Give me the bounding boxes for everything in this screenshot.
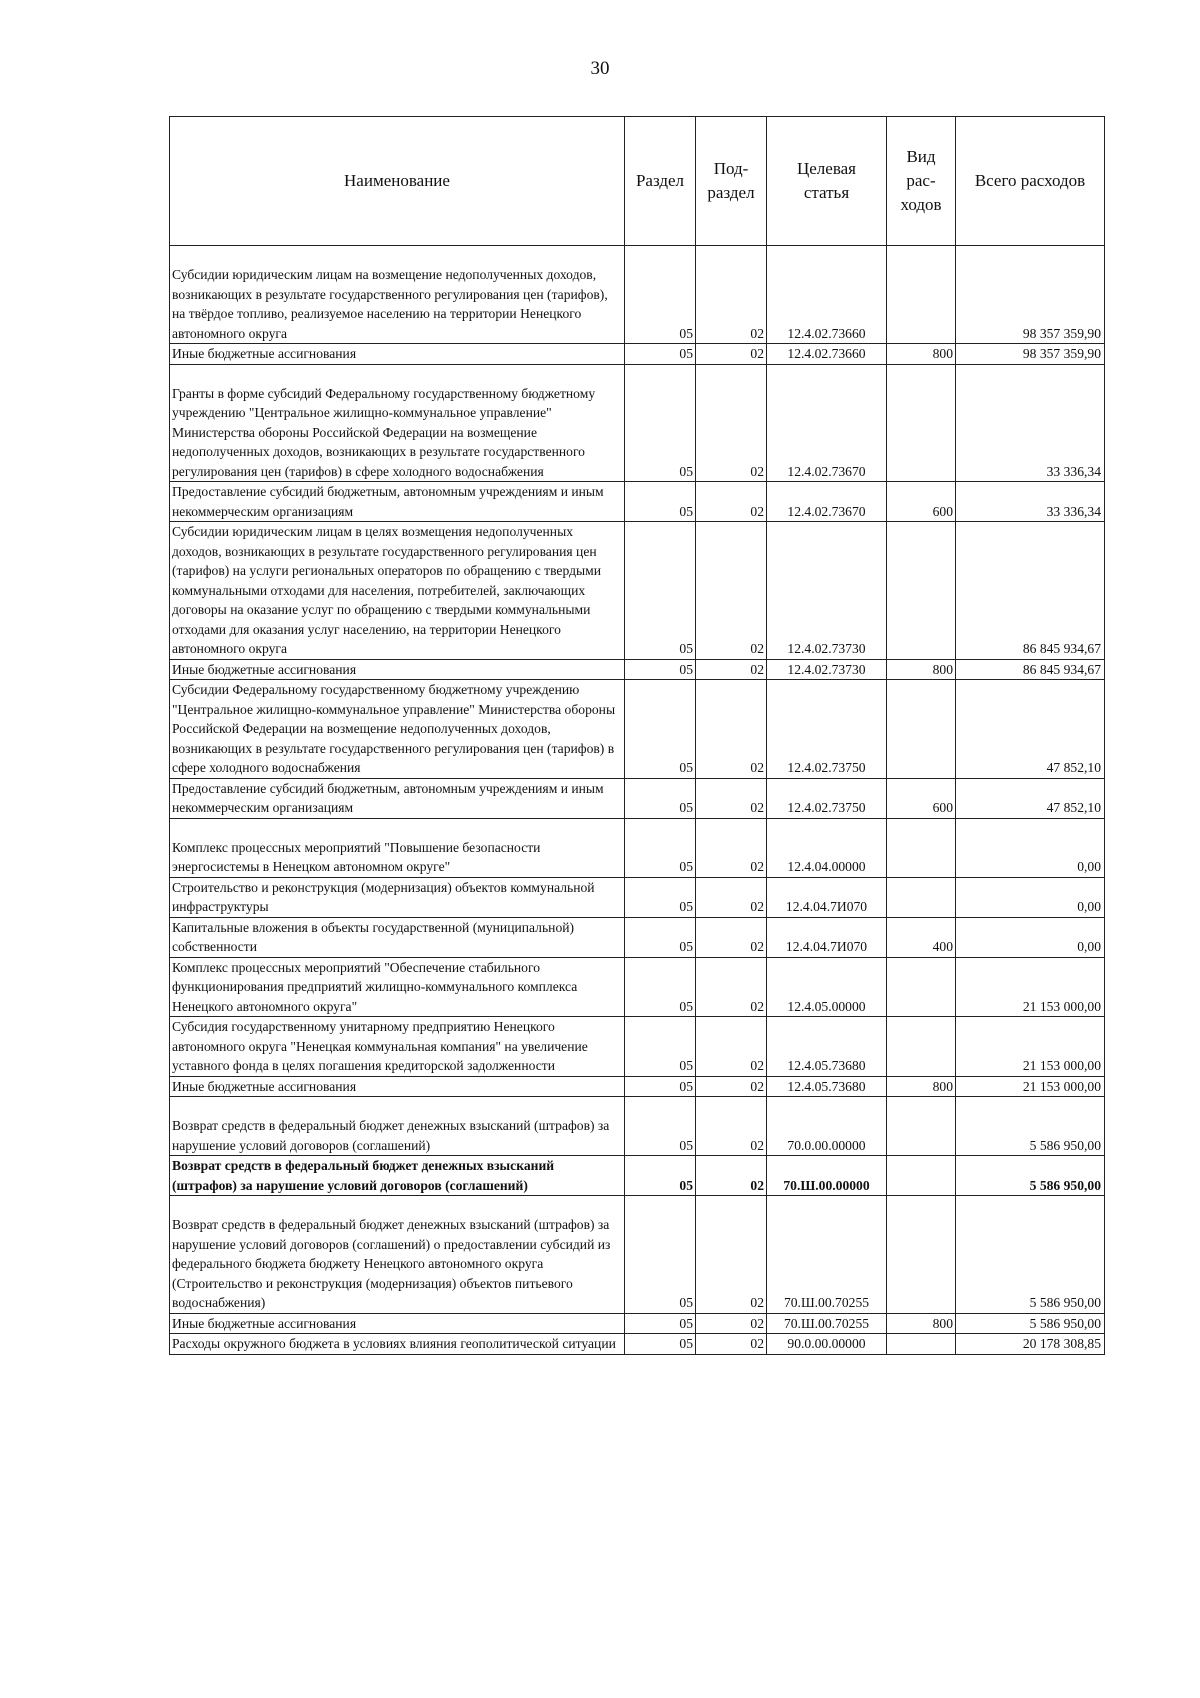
cell-razdel: 05 bbox=[625, 344, 696, 365]
cell-name: Возврат средств в федеральный бюджет денежных взысканий (штрафов) за нарушение условий договоров (соглашений) bbox=[170, 1097, 625, 1156]
cell-total: 98 357 359,90 bbox=[956, 344, 1105, 365]
cell-vid: 600 bbox=[887, 482, 956, 522]
cell-podrazdel: 02 bbox=[696, 1313, 767, 1334]
cell-target: 70.Ш.00.70255 bbox=[767, 1196, 887, 1314]
cell-razdel: 05 bbox=[625, 778, 696, 818]
table-row bbox=[170, 877, 1105, 917]
cell-target: 12.4.05.00000 bbox=[767, 957, 887, 1017]
cell-razdel: 05 bbox=[625, 1156, 696, 1196]
cell-vid: 600 bbox=[887, 778, 956, 818]
cell-total: 0,00 bbox=[956, 818, 1105, 877]
cell-target: 12.4.02.73660 bbox=[767, 344, 887, 365]
header-total: Всего расходов bbox=[956, 117, 1105, 246]
cell-total: 5 586 950,00 bbox=[956, 1097, 1105, 1156]
table-row bbox=[170, 1334, 1105, 1355]
cell-razdel: 05 bbox=[625, 659, 696, 680]
cell-name: Строительство и реконструкция (модернизация) объектов коммунальной инфраструктуры bbox=[170, 877, 625, 917]
cell-target: 12.4.02.73670 bbox=[767, 364, 887, 482]
cell-razdel: 05 bbox=[625, 1076, 696, 1097]
budget-table bbox=[169, 116, 1105, 1355]
table-row bbox=[170, 364, 1105, 482]
cell-target: 12.4.02.73660 bbox=[767, 246, 887, 344]
cell-razdel: 05 bbox=[625, 1017, 696, 1077]
cell-vid: 800 bbox=[887, 659, 956, 680]
cell-target: 12.4.04.00000 bbox=[767, 818, 887, 877]
table-row bbox=[170, 818, 1105, 877]
cell-vid: 400 bbox=[887, 917, 956, 957]
cell-podrazdel: 02 bbox=[696, 778, 767, 818]
cell-total: 86 845 934,67 bbox=[956, 659, 1105, 680]
cell-name: Комплекс процессных мероприятий "Повышение безопасности энергосистемы в Ненецком автономном округе" bbox=[170, 818, 625, 877]
cell-total: 5 586 950,00 bbox=[956, 1196, 1105, 1314]
cell-name: Субсидии юридическим лицам на возмещение недополученных доходов, возникающих в результате государственного регулирования цен (тарифов), на твёрдое топливо, реализуемое населению на территории Ненецкого автономного округа bbox=[170, 246, 625, 344]
cell-total: 47 852,10 bbox=[956, 680, 1105, 779]
cell-total: 21 153 000,00 bbox=[956, 957, 1105, 1017]
cell-target: 12.4.02.73730 bbox=[767, 522, 887, 660]
table-row bbox=[170, 1313, 1105, 1334]
page-number: 30 bbox=[590, 58, 610, 79]
cell-vid bbox=[887, 818, 956, 877]
cell-total: 33 336,34 bbox=[956, 364, 1105, 482]
cell-name: Иные бюджетные ассигнования bbox=[170, 1313, 625, 1334]
cell-target: 12.4.02.73730 bbox=[767, 659, 887, 680]
cell-name: Иные бюджетные ассигнования bbox=[170, 344, 625, 365]
header-razdel: Раздел bbox=[625, 117, 696, 246]
cell-podrazdel: 02 bbox=[696, 659, 767, 680]
cell-vid bbox=[887, 246, 956, 344]
table-row bbox=[170, 659, 1105, 680]
cell-total: 20 178 308,85 bbox=[956, 1334, 1105, 1355]
cell-podrazdel: 02 bbox=[696, 680, 767, 779]
cell-razdel: 05 bbox=[625, 364, 696, 482]
table-row bbox=[170, 957, 1105, 1017]
cell-name: Расходы окружного бюджета в условиях влияния геополитической ситуации bbox=[170, 1334, 625, 1355]
header-name: Наименование bbox=[170, 117, 625, 246]
table-row bbox=[170, 246, 1105, 344]
cell-razdel: 05 bbox=[625, 1313, 696, 1334]
cell-podrazdel: 02 bbox=[696, 877, 767, 917]
cell-name: Гранты в форме субсидий Федеральному государственному бюджетному учреждению "Центральное жилищно-коммунальное управление" Министерства обороны Российской Федерации на возмещение недополученных доходов, возникающих в результате государственного регулирования цен (тарифов) в сфере холодного водоснабжения bbox=[170, 364, 625, 482]
cell-name: Иные бюджетные ассигнования bbox=[170, 659, 625, 680]
cell-target: 12.4.05.73680 bbox=[767, 1017, 887, 1077]
table-row bbox=[170, 1196, 1105, 1314]
table-row bbox=[170, 917, 1105, 957]
cell-total: 86 845 934,67 bbox=[956, 522, 1105, 660]
cell-podrazdel: 02 bbox=[696, 917, 767, 957]
header-target: Целевая статья bbox=[767, 117, 887, 246]
cell-target: 12.4.04.7И070 bbox=[767, 877, 887, 917]
cell-total: 21 153 000,00 bbox=[956, 1017, 1105, 1077]
cell-vid bbox=[887, 1156, 956, 1196]
cell-podrazdel: 02 bbox=[696, 1076, 767, 1097]
header-podrazdel: Под- раздел bbox=[696, 117, 767, 246]
cell-total: 0,00 bbox=[956, 877, 1105, 917]
cell-podrazdel: 02 bbox=[696, 522, 767, 660]
cell-name: Субсидии юридическим лицам в целях возмещения недополученных доходов, возникающих в результате государственного регулирования цен (тарифов) на услуги региональных операторов по обращению с твердыми коммунальными отходами для населения, потребителей, заключающих договоры на оказание услуг по обращению с твердыми коммунальными отходами для оказания услуг населению, на территории Ненецкого автономного округа bbox=[170, 522, 625, 660]
cell-podrazdel: 02 bbox=[696, 818, 767, 877]
cell-razdel: 05 bbox=[625, 957, 696, 1017]
cell-target: 90.0.00.00000 bbox=[767, 1334, 887, 1355]
cell-razdel: 05 bbox=[625, 246, 696, 344]
cell-podrazdel: 02 bbox=[696, 344, 767, 365]
cell-target: 12.4.05.73680 bbox=[767, 1076, 887, 1097]
cell-vid bbox=[887, 1334, 956, 1355]
table-row bbox=[170, 1156, 1105, 1196]
cell-name: Комплекс процессных мероприятий "Обеспечение стабильного функционирования предприятий жилищно-коммунального комплекса Ненецкого автономного округа" bbox=[170, 957, 625, 1017]
table-row bbox=[170, 1076, 1105, 1097]
cell-razdel: 05 bbox=[625, 1196, 696, 1314]
cell-total: 98 357 359,90 bbox=[956, 246, 1105, 344]
cell-name: Возврат средств в федеральный бюджет денежных взысканий (штрафов) за нарушение условий договоров (соглашений) bbox=[170, 1156, 625, 1196]
table-row bbox=[170, 1017, 1105, 1077]
cell-razdel: 05 bbox=[625, 917, 696, 957]
cell-name: Субсидии Федеральному государственному бюджетному учреждению "Центральное жилищно-коммунальное управление" Министерства обороны Российской Федерации на возмещение недополученных доходов, возникающих в результате государственного регулирования цен (тарифов) в сфере холодного водоснабжения bbox=[170, 680, 625, 779]
cell-total: 0,00 bbox=[956, 917, 1105, 957]
cell-target: 70.Ш.00.00000 bbox=[767, 1156, 887, 1196]
cell-podrazdel: 02 bbox=[696, 482, 767, 522]
cell-target: 12.4.02.73670 bbox=[767, 482, 887, 522]
cell-vid bbox=[887, 957, 956, 1017]
cell-name: Возврат средств в федеральный бюджет денежных взысканий (штрафов) за нарушение условий договоров (соглашений) о предоставлении субсидий из федерального бюджета бюджету Ненецкого автономного округа (Строительство и реконструкция (модернизация) объектов питьевого водоснабжения) bbox=[170, 1196, 625, 1314]
cell-name: Капитальные вложения в объекты государственной (муниципальной) собственности bbox=[170, 917, 625, 957]
cell-target: 12.4.04.7И070 bbox=[767, 917, 887, 957]
cell-razdel: 05 bbox=[625, 482, 696, 522]
cell-vid: 800 bbox=[887, 344, 956, 365]
cell-vid bbox=[887, 1196, 956, 1314]
table-row bbox=[170, 680, 1105, 779]
cell-name: Предоставление субсидий бюджетным, автономным учреждениям и иным некоммерческим организациям bbox=[170, 482, 625, 522]
cell-podrazdel: 02 bbox=[696, 1196, 767, 1314]
cell-razdel: 05 bbox=[625, 877, 696, 917]
table-row bbox=[170, 344, 1105, 365]
cell-vid: 800 bbox=[887, 1076, 956, 1097]
cell-name: Иные бюджетные ассигнования bbox=[170, 1076, 625, 1097]
cell-podrazdel: 02 bbox=[696, 1334, 767, 1355]
cell-razdel: 05 bbox=[625, 1334, 696, 1355]
cell-vid bbox=[887, 680, 956, 779]
table-row bbox=[170, 778, 1105, 818]
cell-razdel: 05 bbox=[625, 522, 696, 660]
cell-total: 21 153 000,00 bbox=[956, 1076, 1105, 1097]
cell-razdel: 05 bbox=[625, 680, 696, 779]
cell-razdel: 05 bbox=[625, 1097, 696, 1156]
cell-podrazdel: 02 bbox=[696, 957, 767, 1017]
table-row bbox=[170, 1097, 1105, 1156]
cell-vid bbox=[887, 1017, 956, 1077]
cell-vid: 800 bbox=[887, 1313, 956, 1334]
cell-vid bbox=[887, 522, 956, 660]
table-body bbox=[170, 246, 1105, 1355]
cell-podrazdel: 02 bbox=[696, 1156, 767, 1196]
cell-target: 12.4.02.73750 bbox=[767, 680, 887, 779]
cell-podrazdel: 02 bbox=[696, 246, 767, 344]
cell-podrazdel: 02 bbox=[696, 1017, 767, 1077]
cell-total: 5 586 950,00 bbox=[956, 1156, 1105, 1196]
table-row bbox=[170, 522, 1105, 660]
cell-total: 47 852,10 bbox=[956, 778, 1105, 818]
cell-total: 5 586 950,00 bbox=[956, 1313, 1105, 1334]
cell-vid bbox=[887, 364, 956, 482]
cell-target: 12.4.02.73750 bbox=[767, 778, 887, 818]
cell-podrazdel: 02 bbox=[696, 364, 767, 482]
table-header-row bbox=[170, 117, 1105, 246]
cell-razdel: 05 bbox=[625, 818, 696, 877]
cell-target: 70.Ш.00.70255 bbox=[767, 1313, 887, 1334]
cell-name: Субсидия государственному унитарному предприятию Ненецкого автономного округа "Ненецкая коммунальная компания" на увеличение уставного фонда в целях погашения кредиторской задолженности bbox=[170, 1017, 625, 1077]
header-vid: Вид рас- ходов bbox=[887, 117, 956, 246]
cell-podrazdel: 02 bbox=[696, 1097, 767, 1156]
cell-target: 70.0.00.00000 bbox=[767, 1097, 887, 1156]
cell-name: Предоставление субсидий бюджетным, автономным учреждениям и иным некоммерческим организациям bbox=[170, 778, 625, 818]
table-row bbox=[170, 482, 1105, 522]
cell-vid bbox=[887, 877, 956, 917]
cell-total: 33 336,34 bbox=[956, 482, 1105, 522]
cell-vid bbox=[887, 1097, 956, 1156]
